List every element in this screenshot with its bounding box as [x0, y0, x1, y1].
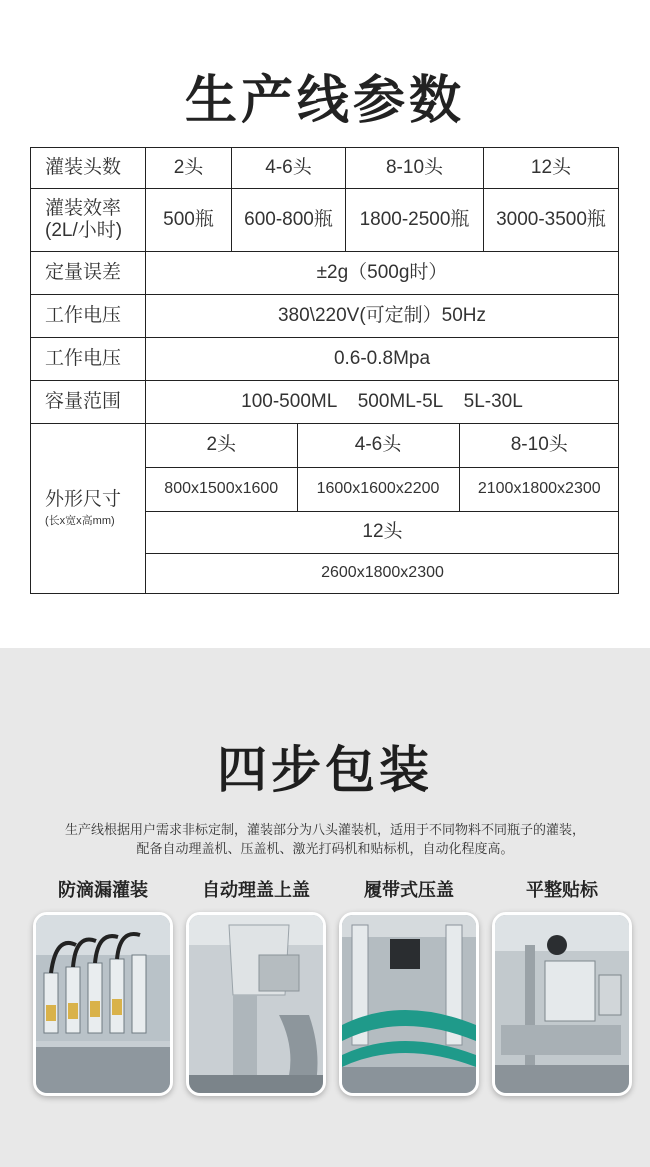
table-cell: 3000-3500瓶 [484, 189, 619, 252]
section-description: 生产线根据用户需求非标定制，灌装部分为八头灌装机，适用于不同物料不同瓶子的灌装，配备自动理盖机、压盖机、激光打码机和贴标机，自动化程度高。 [64, 822, 585, 856]
pressing-machine-photo [339, 912, 479, 1096]
table-cell: 100-500ML 500ML-5L 5L-30L [146, 381, 619, 424]
table-cell: 380\220V(可定制）50Hz [146, 295, 619, 338]
step-label: 平整贴标 [526, 880, 598, 900]
step-item [33, 876, 173, 1096]
row-label: 灌装头数 [31, 148, 146, 189]
table-cell: 2头 [146, 148, 232, 189]
dimension-subtable-cell [146, 424, 619, 594]
table-cell: 800x1500x1600 [146, 467, 297, 511]
packaging-section [0, 648, 650, 1167]
section-title: 生产线参数 [184, 72, 465, 130]
table-row [31, 148, 619, 189]
step-item [186, 876, 326, 1096]
table-cell: 12头 [146, 511, 619, 553]
table-row [31, 338, 619, 381]
dimension-sublabel: (长x宽x高mm) [45, 515, 115, 528]
dimension-subtable [146, 424, 619, 593]
table-row [31, 189, 619, 252]
table-cell: 1800-2500瓶 [346, 189, 484, 252]
table-cell: 8-10头 [346, 148, 484, 189]
table-cell: 0.6-0.8Mpa [146, 338, 619, 381]
step-label: 自动理盖上盖 [202, 880, 310, 900]
step-item [339, 876, 479, 1096]
row-label [31, 424, 146, 594]
table-cell: 600-800瓶 [232, 189, 346, 252]
table-row [31, 381, 619, 424]
table-cell: 1600x1600x2200 [297, 467, 459, 511]
table-row [31, 295, 619, 338]
row-label: 定量误差 [31, 252, 146, 295]
step-item [492, 876, 632, 1096]
table-cell: 12头 [484, 148, 619, 189]
row-label: 容量范围 [31, 381, 146, 424]
row-label: 工作电压 [31, 295, 146, 338]
table-cell: 2头 [146, 424, 297, 467]
row-label: 工作电压 [31, 338, 146, 381]
section-title: 四步包装 [217, 742, 433, 798]
labeling-machine-photo [492, 912, 632, 1096]
table-cell: 8-10头 [459, 424, 619, 467]
step-label: 履带式压盖 [364, 880, 454, 900]
step-label: 防滴漏灌装 [58, 880, 148, 900]
row-label: 灌装效率(2L/小时) [31, 189, 146, 252]
table-cell: 4-6头 [232, 148, 346, 189]
filling-machine-photo [33, 912, 173, 1096]
table-cell: 2100x1800x2300 [459, 467, 619, 511]
table-cell: 2600x1800x2300 [146, 553, 619, 593]
table-cell: ±2g（500g时） [146, 252, 619, 295]
table-row [31, 424, 619, 594]
capping-machine-photo [186, 912, 326, 1096]
table-cell: 500瓶 [146, 189, 232, 252]
table-cell: 4-6头 [297, 424, 459, 467]
dimension-label: 外形尺寸 [45, 489, 122, 511]
table-row [31, 252, 619, 295]
spec-table [30, 147, 619, 594]
